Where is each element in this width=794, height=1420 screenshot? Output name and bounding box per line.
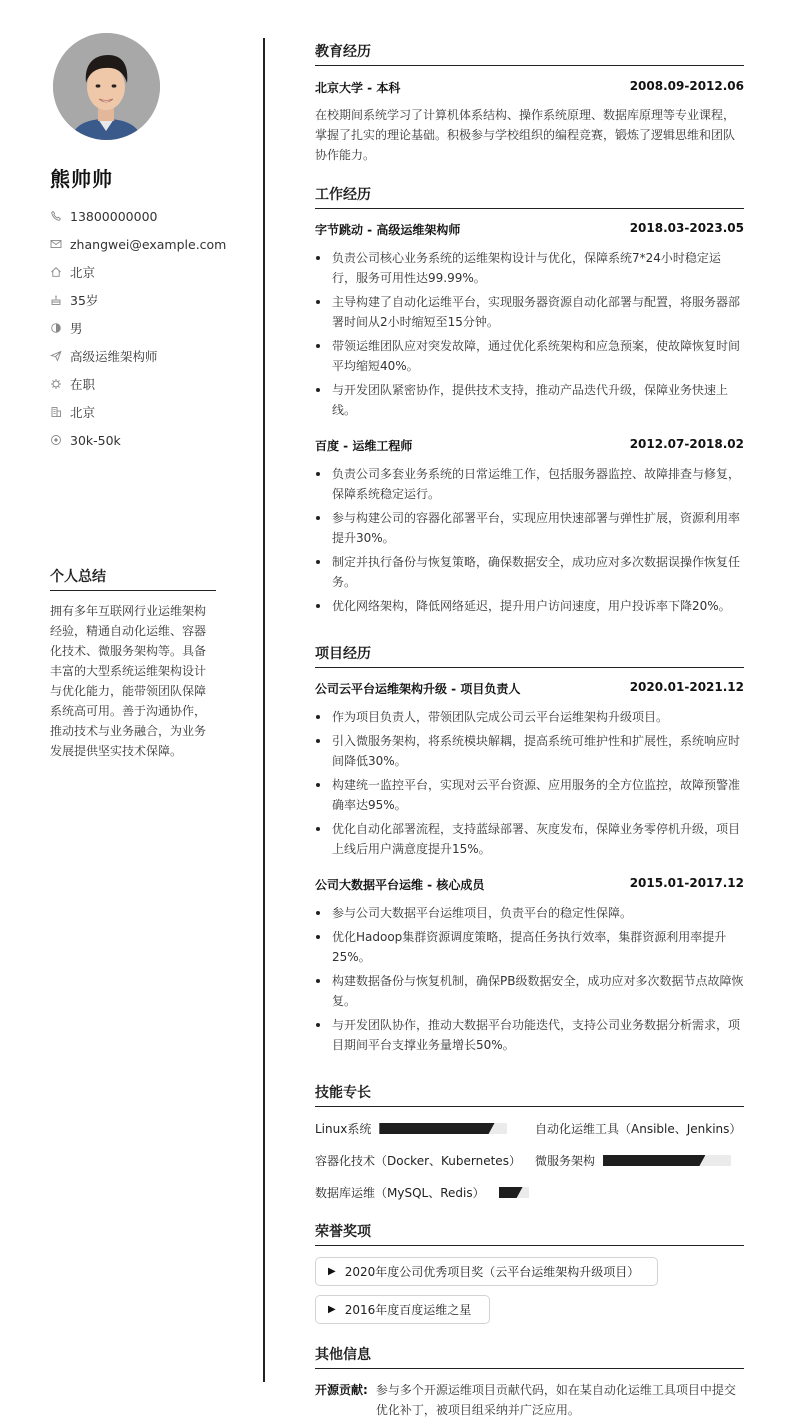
award-text: 2016年度百度运维之星 (344, 1303, 472, 1317)
info-status (50, 370, 250, 398)
education-section-title: 教育经历 (315, 41, 744, 66)
job-bullets (315, 464, 744, 620)
other-section-title: 其他信息 (315, 1344, 744, 1369)
skill-item (315, 1120, 507, 1137)
list-item: 制定并执行备份与恢复策略，确保数据安全，成功应对多次数据误操作恢复任务。 (315, 552, 744, 592)
list-item: 与开发团队紧密协作，提供技术支持，推动产品迭代升级，保障业务快速上线。 (315, 380, 744, 420)
project-header (315, 680, 744, 697)
candidate-name: 熊帅帅 (50, 167, 113, 191)
salary-text: 30k-50k (70, 432, 121, 448)
list-item: 与开发团队协作，推动大数据平台功能迭代，支持公司业务数据分析需求，项目期间平台支撑业务量增长50%。 (315, 1015, 744, 1055)
project-header (315, 876, 744, 893)
project-heading: 公司云平台运维架构升级 - 项目负责人 (315, 682, 521, 696)
education-period: 2008.09-2012.06 (629, 79, 744, 93)
list-item: 优化网络架构，降低网络延迟，提升用户访问速度，用户投诉率下降20%。 (315, 596, 744, 616)
contact-info-list (50, 202, 250, 454)
skill-item (535, 1120, 741, 1137)
avatar-photo (53, 33, 160, 140)
award-item[interactable] (315, 1295, 490, 1324)
info-salary (50, 426, 250, 454)
project-bullets (315, 903, 744, 1059)
job-heading: 百度 - 运维工程师 (315, 439, 413, 453)
list-item: 参与构建公司的容器化部署平台，实现应用快速部署与弹性扩展，资源利用率提升30%。 (315, 508, 744, 548)
info-age (50, 286, 250, 314)
other-label: 开源贡献: (315, 1383, 368, 1397)
phone-icon (50, 210, 62, 222)
gender-text: 男 (70, 321, 83, 336)
job-header (315, 437, 744, 454)
other-info-row (315, 1380, 744, 1420)
info-phone (50, 202, 250, 230)
work-section-title: 工作经历 (315, 184, 744, 209)
other-text: 参与多个开源运维项目贡献代码，如在某自动化运维工具项目中提交优化补丁，被项目组采纳并广泛应用。 (375, 1383, 736, 1417)
age-text: 35岁 (70, 293, 99, 308)
project-heading: 公司大数据平台运维 - 核心成员 (315, 878, 485, 892)
job-period: 2018.03-2023.05 (629, 221, 744, 235)
education-school: 北京大学 - 本科 (315, 81, 401, 95)
skill-item (535, 1152, 731, 1169)
phone-text: 13800000000 (70, 208, 158, 224)
skill-item (315, 1152, 521, 1169)
info-city (50, 258, 250, 286)
list-item: 带领运维团队应对突发故障，通过优化系统架构和应急预案，使故障恢复时间平均缩短40%。 (315, 336, 744, 376)
email-text: zhangwei@example.com (70, 236, 227, 252)
avatar (53, 33, 160, 140)
list-item: 优化自动化部署流程，支持蓝绿部署、灰度发布，保障业务零停机升级，项目上线后用户满意度提升15%。 (315, 819, 744, 859)
skill-name: 数据库运维（MySQL、Redis） (315, 1186, 485, 1200)
info-email (50, 230, 250, 258)
job-title-text: 高级运维架构师 (70, 349, 158, 364)
job-bullets (315, 248, 744, 424)
education-header (315, 79, 744, 96)
list-item: 优化Hadoop集群资源调度策略，提高任务执行效率，集群资源利用率提升25%。 (315, 927, 744, 967)
job-heading: 字节跳动 - 高级运维架构师 (315, 223, 461, 237)
education-description: 在校期间系统学习了计算机体系结构、操作系统原理、数据库原理等专业课程，掌握了扎实的理论基础。积极参与学校组织的编程竞赛，锻炼了逻辑思维和团队协作能力。 (315, 108, 736, 162)
salary-icon (50, 434, 62, 446)
skill-bar-fill (499, 1187, 523, 1198)
list-item: 引入微服务架构，将系统模块解耦，提高系统可维护性和扩展性，系统响应时间降低30%。 (315, 731, 744, 771)
skill-name: Linux系统 (315, 1122, 372, 1136)
column-divider (263, 38, 265, 1382)
project-period: 2015.01-2017.12 (629, 876, 744, 890)
list-item: 负责公司多套业务系统的日常运维工作，包括服务器监控、故障排查与修复，保障系统稳定运行。 (315, 464, 744, 504)
skill-bar (603, 1155, 731, 1166)
list-item: 参与公司大数据平台运维项目，负责平台的稳定性保障。 (315, 903, 744, 923)
award-item[interactable] (315, 1257, 658, 1286)
skills-section-title: 技能专长 (315, 1082, 744, 1107)
send-icon (50, 350, 62, 362)
job-header (315, 221, 744, 238)
job-period: 2012.07-2018.02 (629, 437, 744, 451)
skill-bar-fill (603, 1155, 705, 1166)
list-item: 作为项目负责人，带领团队完成公司云平台运维架构升级项目。 (315, 707, 744, 727)
caret-right-icon: ▶ (328, 1266, 336, 1277)
work-city-text: 北京 (70, 405, 96, 420)
skill-item (315, 1184, 529, 1201)
list-item: 负责公司核心业务系统的运维架构设计与优化，保障系统7*24小时稳定运行，服务可用性达99.99%。 (315, 248, 744, 288)
status-text: 在职 (70, 377, 96, 392)
city-text: 北京 (70, 265, 96, 280)
award-text: 2020年度公司优秀项目奖（云平台运维架构升级项目） (344, 1265, 640, 1279)
skill-name: 自动化运维工具（Ansible、Jenkins） (535, 1122, 742, 1136)
list-item: 构建数据备份与恢复机制，确保PB级数据安全，成功应对多次数据节点故障恢复。 (315, 971, 744, 1011)
skill-name: 容器化技术（Docker、Kubernetes） (315, 1154, 521, 1168)
caret-right-icon: ▶ (328, 1304, 336, 1315)
summary-title: 个人总结 (50, 566, 216, 591)
list-item: 主导构建了自动化运维平台，实现服务器资源自动化部署与配置，将服务器部署时间从2小时缩短至15分钟。 (315, 292, 744, 332)
gender-icon (50, 322, 62, 334)
status-icon (50, 378, 62, 390)
awards-section-title: 荣誉奖项 (315, 1221, 744, 1246)
skill-bar-fill (379, 1123, 494, 1134)
cake-icon (50, 294, 62, 306)
mail-icon (50, 238, 62, 250)
project-period: 2020.01-2021.12 (629, 680, 744, 694)
skill-bar (499, 1187, 529, 1198)
skill-name: 微服务架构 (535, 1154, 596, 1168)
info-work-city (50, 398, 250, 426)
summary-text: 拥有多年互联网行业运维架构经验，精通自动化运维、容器化技术、微服务架构等。具备丰富的大型系统运维架构设计与优化能力，能带领团队保障系统高可用。善于沟通协作，推动技术与业务融合，为业务发展提供坚实技术保障。 (50, 604, 207, 758)
project-bullets (315, 707, 744, 863)
home-icon (50, 266, 62, 278)
info-gender (50, 314, 250, 342)
info-title (50, 342, 250, 370)
list-item: 构建统一监控平台，实现对云平台资源、应用服务的全方位监控，故障预警准确率达95%。 (315, 775, 744, 815)
skill-bar (379, 1123, 507, 1134)
projects-section-title: 项目经历 (315, 643, 744, 668)
building-icon (50, 406, 62, 418)
